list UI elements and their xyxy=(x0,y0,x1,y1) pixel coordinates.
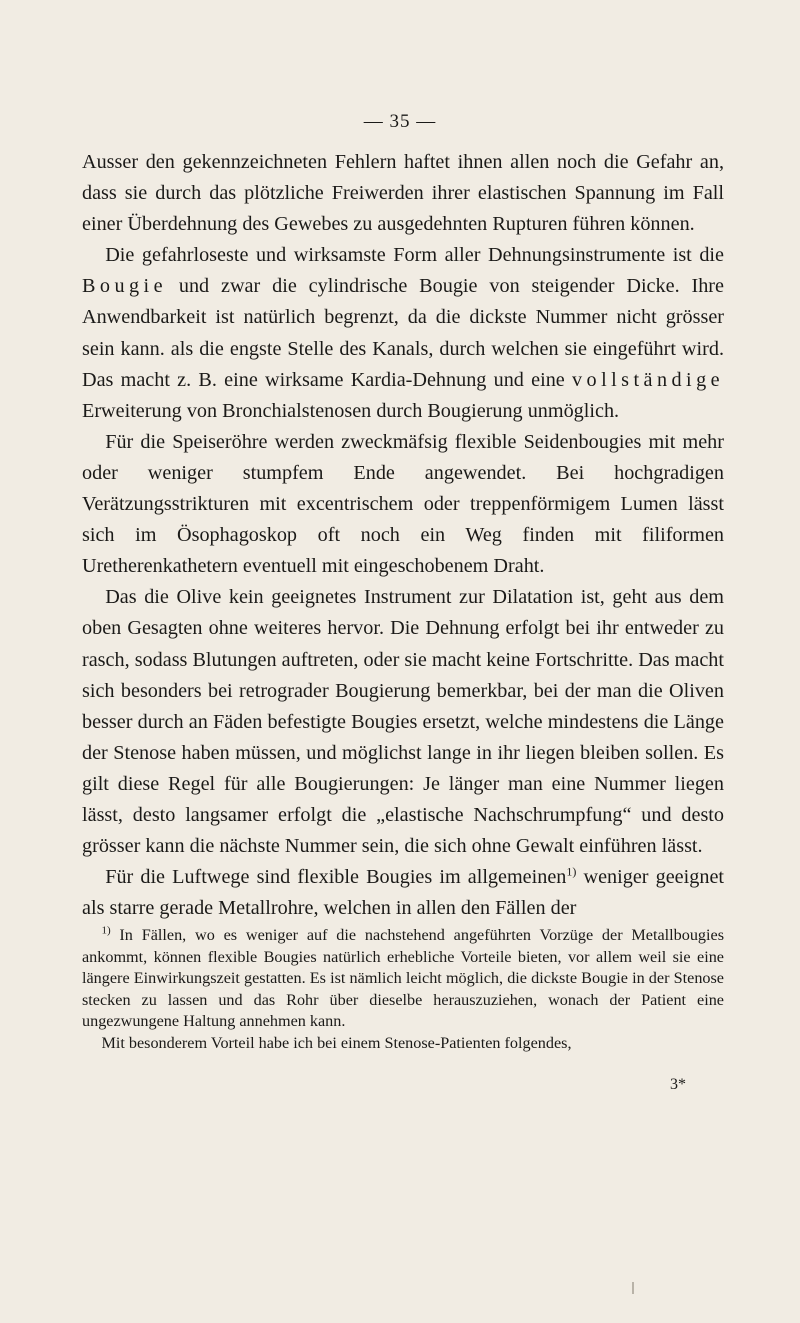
footnote-marker: 1) xyxy=(101,924,111,937)
paragraph-bougie-text-a: Die gefahrloseste und wirksamste Form aller Dehnungsinstrumente ist die xyxy=(105,244,724,267)
emphasis-vollstaendige: vollständige xyxy=(572,368,725,391)
paragraph-luftwege-text-a: Für die Luftwege sind flexible Bougies im allgemeinen xyxy=(105,866,567,889)
scan-artifact xyxy=(632,1282,634,1294)
paragraph-rupture-danger: Ausser den gekennzeichneten Fehlern haftet ihnen allen noch die Gefahr an, dass sie durch das plötzliche Freiwerden ihrer elastischen Spannung im Fall einer Überdehnung des Gewebes zu ausgedehnten Rupturen führen können. xyxy=(82,151,724,236)
footnote-1 xyxy=(82,925,724,1033)
page-number: — 35 — xyxy=(363,111,437,132)
paragraph-luftwege xyxy=(82,862,724,924)
emphasis-bougie: Bougie xyxy=(82,275,167,298)
footnote-continuation: Mit besonderem Vorteil habe ich bei einem Stenose-Patienten folgendes, xyxy=(101,1033,572,1052)
paragraph-luftwege-text-b: weniger geeignet als starre gerade Metallrohre, welchen in allen den Fällen der xyxy=(82,866,725,920)
paragraph-bougie-text-b: und zwar die cylindrische Bougie von steigender Dicke. Ihre Anwendbarkeit ist natürlich begrenzt, da die dickste Nummer nicht grösser sein kann. als die engste Stelle des Kanals, durch welchen sie eingeführt wird. Das macht z. B. eine wirksame Kardia-Dehnung und eine xyxy=(82,275,724,391)
paragraph-olive: Das die Olive kein geeignetes Instrument zur Dilatation ist, geht aus dem oben Gesagten ohne weiteres hervor. Die Dehnung erfolgt bei ihr entweder zu rasch, sodass Blutungen auftreten, oder sie macht keine Fortschritte. Das macht sich besonders bei retrograder Bougierung bemerkbar, bei der man die Oliven besser durch an Fäden befestigte Bougies ersetzt, welche mindestens die Länge der Stenose haben müssen, und möglichst lange in ihr liegen bleiben sollen. Es gilt diese Regel für alle Bougierungen: Je länger man eine Nummer liegen lässt, desto langsamer erfolgt die „elastische Nachschrumpfung“ und desto grösser kann die nächste Nummer sein, die sich ohne Gewalt einführen lässt. xyxy=(82,586,724,858)
paragraph-bougie-text-c: Erweiterung von Bronchialstenosen durch Bougierung unmöglich. xyxy=(82,399,620,422)
paragraph-bougie xyxy=(82,240,724,427)
printer-signature: 3* xyxy=(670,1076,686,1093)
main-text xyxy=(82,147,724,924)
footnotes xyxy=(82,925,724,1055)
footnote-1-text: In Fällen, wo es weniger auf die nachstehend angeführten Vorzüge der Metallbougies ankommt, können flexible Bougies natürlich erhebliche Vorteile bieten, vor allem weil sie eine längere Einwirkungszeit gestatten. Es ist nämlich leicht möglich, die dickste Bougie in der Stenose stecken zu lassen und das Rohr über dieselbe herauszuziehen, wonach der Patient eine ungezwungene Haltung annehmen kann. xyxy=(82,926,725,1031)
footnote-reference: 1) xyxy=(566,864,577,879)
paragraph-speiseroehre: Für die Speiseröhre werden zweckmäfsig flexible Seidenbougies mit mehr oder weniger stumpfem Ende angewendet. Bei hochgradigen Verätzungsstrikturen mit excentrischem oder treppenförmigem Lumen lässt sich im Ösophagoskop oft noch ein Weg finden mit filiformen Uretherenkathetern eventuell mit eingeschobenem Draht. xyxy=(82,430,724,578)
